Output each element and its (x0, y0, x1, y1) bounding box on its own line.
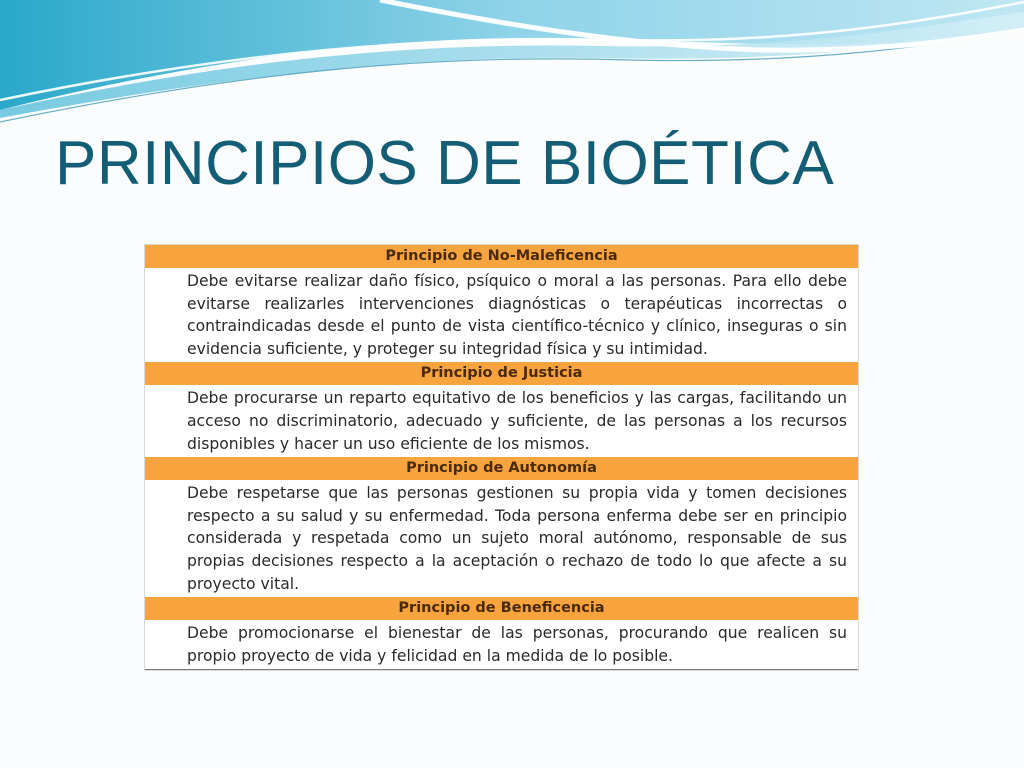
table-row (145, 620, 858, 669)
principle-heading: Principio de Autonomía (145, 457, 858, 480)
principle-description: Debe promocionarse el bienestar de las personas, procurando que realicen su propio proyecto de vida y felicidad en la medida de lo posible. (187, 624, 847, 665)
table-row (145, 597, 858, 620)
principle-description: Debe respetarse que las personas gestionen su propia vida y tomen decisiones respecto a su salud y su enfermedad. Toda persona enferma debe ser en principio considerada y respetada como un sujeto moral autónomo, responsable de sus propias decisiones respecto a la aceptación o rechazo de todo lo que afecte a su proyecto vital. (187, 484, 847, 593)
table-row (145, 385, 858, 457)
table-row (145, 268, 858, 362)
table-row (145, 457, 858, 480)
principle-description: Debe procurarse un reparto equitativo de los beneficios y las cargas, facilitando un acceso no discriminatorio, adecuado y suficiente, de las personas a los recursos disponibles y hacer un uso eficiente de los mismos. (187, 389, 847, 453)
table-bottom-rule (145, 669, 858, 670)
table-row (145, 480, 858, 597)
page-title: PRINCIPIOS DE BIOÉTICA (55, 129, 835, 198)
table-row (145, 245, 858, 268)
principle-heading: Principio de No-Maleficencia (145, 245, 858, 268)
principles-table (145, 245, 858, 670)
top-wave-decoration (0, 0, 1024, 130)
table-row (145, 362, 858, 385)
principle-heading: Principio de Justicia (145, 362, 858, 385)
principle-heading: Principio de Beneficencia (145, 597, 858, 620)
principle-description: Debe evitarse realizar daño físico, psíquico o moral a las personas. Para ello debe evitarse realizarles intervenciones diagnósticas o terapéuticas incorrectas o contraindicadas desde el punto de vista científico-técnico y clínico, inseguras o sin evidencia suficiente, y proteger su integridad física y su intimidad. (187, 272, 847, 358)
